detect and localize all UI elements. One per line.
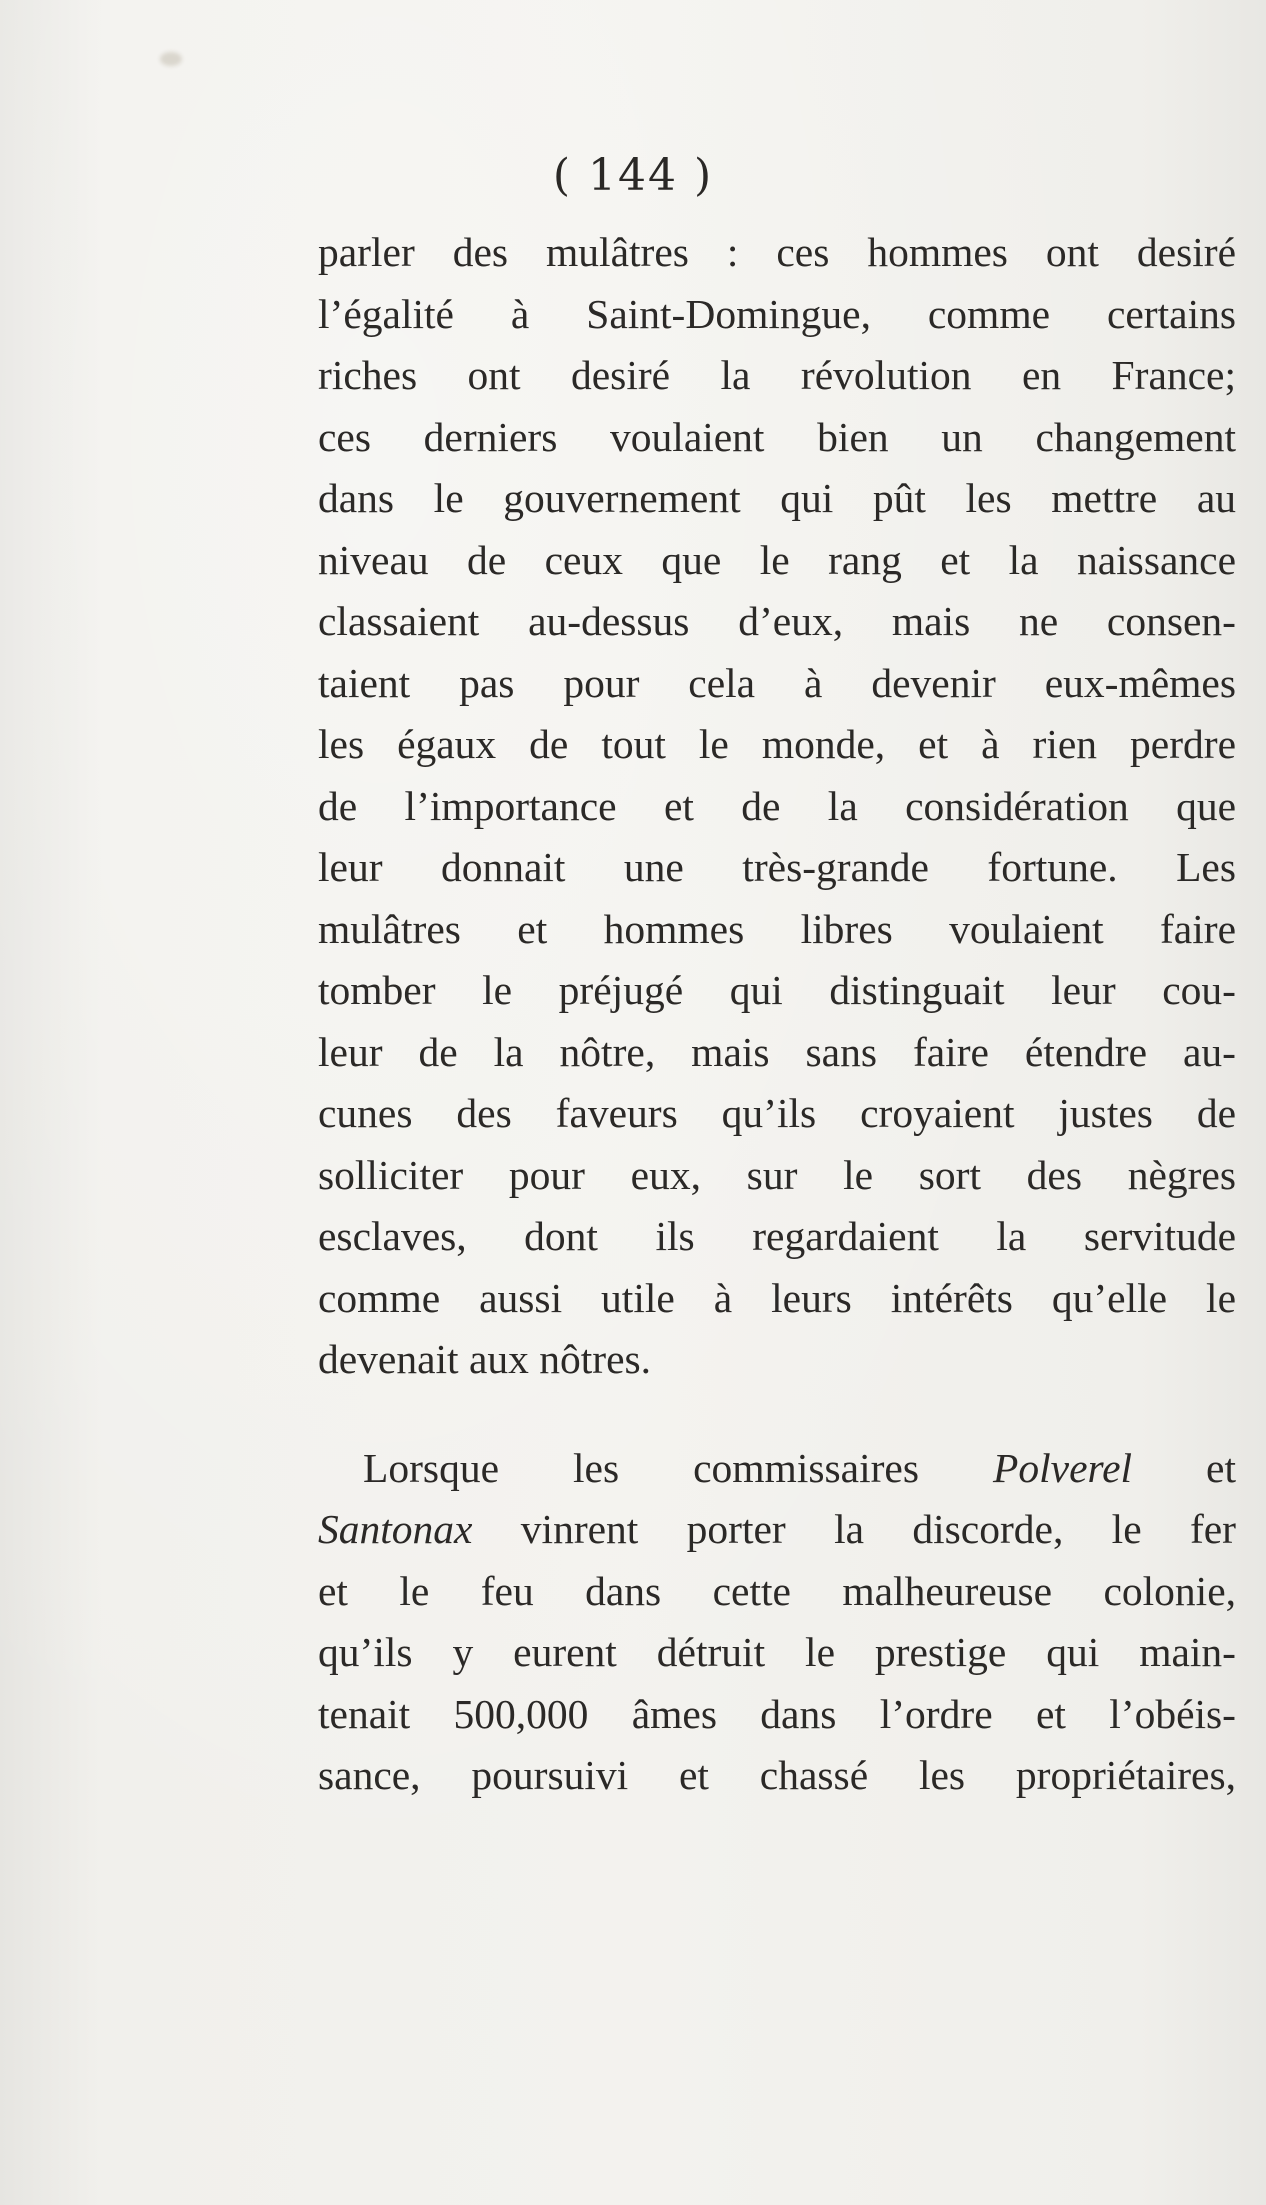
paragraph-gap [318,1391,1236,1438]
text-line: riches ont desiré la révolution en France; [318,352,1236,398]
text-line: mulâtres et hommes libres voulaient faire [318,905,1236,952]
text-line: devenait aux nôtres. [318,1336,652,1382]
text-segment: et [1132,1444,1236,1491]
commissioner-name: Polverel [993,1444,1133,1491]
text-line: leur donnait une très-grande fortune. Les [318,844,1236,890]
commissioner-name: Santonax [318,1506,473,1552]
text-line: niveau de ceux que le rang et la naissance [318,536,1236,583]
text-line: de l’importance et de la considération que [318,782,1236,829]
text-line: solliciter pour eux, sur le sort des nègres [318,1151,1236,1198]
text-segment: Lorsque les commissaires [363,1444,994,1491]
text-line: et le feu dans cette malheureuse colonie, [318,1567,1236,1614]
paper-stain [160,52,182,66]
text-line: esclaves, dont ils regardaient la servitude [318,1213,1236,1259]
text-line: tomber le préjugé qui distinguait leur cou- [318,967,1236,1013]
text-line: qu’ils y eurent détruit le prestige qui main- [318,1629,1236,1675]
text-line: dans le gouvernement qui pût les mettre au [318,475,1236,521]
text-segment: vinrent porter la discorde, le fer [472,1506,1236,1552]
body-text [318,222,1236,1807]
text-line: leur de la nôtre, mais sans faire étendre au- [318,1028,1236,1075]
paragraph-2 [318,1438,1236,1807]
page-number: ( 144 ) [552,150,714,201]
text-line: classaient au-dessus d’eux, mais ne consen- [318,598,1236,644]
text-line: parler des mulâtres : ces hommes ont desiré [318,229,1236,275]
text-line: taient pas pour cela à devenir eux-mêmes [318,659,1236,706]
text-line: l’égalité à Saint-Domingue, comme certains [318,290,1236,337]
text-line [318,1499,1236,1561]
paragraph-1 [318,222,1236,1391]
text-line: tenait 500,000 âmes dans l’ordre et l’obéis- [318,1690,1236,1737]
text-line: les égaux de tout le monde, et à rien perdre [318,721,1236,767]
text-line: comme aussi utile à leurs intérêts qu’elle le [318,1274,1236,1321]
text-line: cunes des faveurs qu’ils croyaient justes de [318,1090,1236,1136]
text-line: sance, poursuivi et chassé les propriétaires, [318,1752,1236,1798]
text-line [318,1438,1236,1500]
text-line: ces derniers voulaient bien un changement [318,413,1236,460]
